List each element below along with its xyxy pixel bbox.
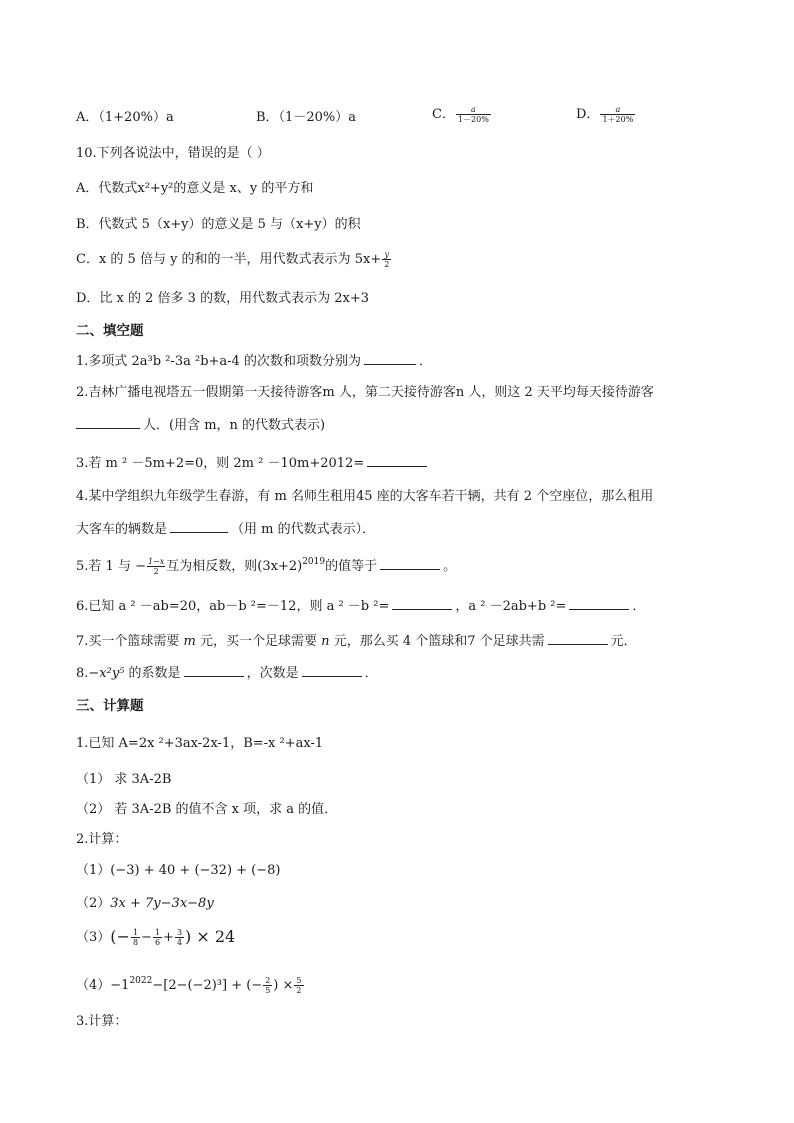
fill-q5 xyxy=(76,553,456,576)
fill-q5-exponent: 2019 xyxy=(302,557,326,567)
frac-den: 2 xyxy=(384,260,390,269)
answer-blank[interactable] xyxy=(548,632,608,645)
calc-q1-part1: （1） 求 3A-2B xyxy=(76,772,172,787)
calc-q2-part3-label: （3） xyxy=(76,930,111,945)
q10-a-suffix: 的意义是 x、y 的平方和 xyxy=(173,181,314,196)
frac-num: 1 xyxy=(132,928,139,937)
answer-blank[interactable] xyxy=(76,416,140,429)
q10-option-a xyxy=(76,180,313,198)
section-3-title: 三、计算题 xyxy=(76,698,144,714)
fill-q2-text: 人．(用含 m，n 的代数式表示) xyxy=(143,418,326,433)
fill-q7-var-m: m xyxy=(183,634,196,649)
q9-option-b: B．（1－20%）a xyxy=(256,110,356,125)
q10-option-d: D．比 x 的 2 倍多 3 的数，用代数式表示为 2x+3 xyxy=(76,291,369,306)
frac-num: 1−x xyxy=(147,557,165,566)
fraction xyxy=(294,976,303,995)
frac-num: 2 xyxy=(265,976,271,985)
frac-den: 6 xyxy=(154,938,161,947)
q9-option-d xyxy=(576,105,636,124)
fill-q4-line2 xyxy=(76,520,375,539)
q9-option-c-fraction xyxy=(456,105,491,124)
fill-q5-text-mid: 互为相反数，则(3x+2) xyxy=(166,559,303,574)
calc-q1: 1.已知 A=2x ²+3ax-2x-1，B=-x ²+ax-1 xyxy=(76,736,324,751)
calc-q3: 3.计算： xyxy=(76,1014,128,1029)
fraction xyxy=(175,928,184,947)
calc-q2-part1 xyxy=(76,862,281,880)
fill-q6-end: ． xyxy=(632,599,646,614)
frac-num: 1 xyxy=(154,928,161,937)
frac-num: y xyxy=(384,250,389,259)
answer-blank[interactable] xyxy=(569,597,629,610)
fill-q8-num: 8. xyxy=(76,666,89,681)
q10-c-fraction xyxy=(382,250,391,269)
fill-q2-line1: 2.吉林广播电视塔五一假期第一天接待游客m 人，第二天接待游客n 人，则这 2 天平均每天接待游客 xyxy=(76,385,654,400)
frac-den: 5 xyxy=(265,986,271,995)
q10-stem: 10.下列各说法中，错误的是（ ） xyxy=(76,146,270,161)
calc-q2-part4-op: ) × xyxy=(273,978,294,993)
calc-q2-part2 xyxy=(76,895,214,913)
q9-option-d-fraction xyxy=(600,105,635,124)
fill-q7-text: 7.买一个篮球需要 xyxy=(76,634,180,649)
frac-num: a xyxy=(471,105,476,114)
frac-num: 5 xyxy=(296,976,302,985)
fill-q4-text: 大客车的辆数是 xyxy=(76,522,168,537)
fill-q7-end: 元． xyxy=(610,634,637,649)
q10-c-text: C．x 的 5 倍与 y 的和的一半，用代数式表示为 5x+ xyxy=(76,252,382,267)
frac-den: 1＋20% xyxy=(602,115,634,124)
fill-q7-text-mid: 元，买一个足球需要 xyxy=(200,634,318,649)
calc-q2-part3-close: ) × 24 xyxy=(185,927,236,946)
fill-q5-fraction xyxy=(147,557,165,576)
frac-den: 4 xyxy=(176,938,183,947)
calc-q2: 2.计算： xyxy=(76,832,128,847)
calc-q2-part2-label: （2） xyxy=(76,896,111,911)
fill-q8-text: 的系数是 xyxy=(128,666,181,681)
q10-option-c xyxy=(76,250,392,269)
calc-q1-part2: （2） 若 3A-2B 的值不含 x 项，求 a 的值． xyxy=(76,802,338,817)
fill-q5-text: 5.若 1 与 − xyxy=(76,559,146,574)
fill-q5-text-tail: 的值等于 xyxy=(325,559,378,574)
fill-q4-line1: 4.某中学组织九年级学生春游，有 m 名师生租用45 座的大客车若干辆，共有 2 个空座位，那么租用 xyxy=(76,489,654,504)
fill-q8 xyxy=(76,664,378,683)
answer-blank[interactable] xyxy=(367,454,427,467)
fraction xyxy=(153,928,162,947)
frac-num: 3 xyxy=(176,928,183,937)
operator: − xyxy=(141,930,152,945)
fill-q7 xyxy=(76,632,637,651)
q10-a-expression: x²+y² xyxy=(137,181,174,196)
q9-option-d-label: D． xyxy=(576,107,600,122)
answer-blank[interactable] xyxy=(170,520,228,533)
fill-q5-end: 。 xyxy=(443,559,457,574)
answer-blank[interactable] xyxy=(302,664,362,677)
fill-q6 xyxy=(76,597,645,616)
operator: + xyxy=(163,930,174,945)
fraction xyxy=(263,976,272,995)
fraction xyxy=(131,928,140,947)
calc-q2-part2-expression: 3x + 7y−3x−8y xyxy=(110,896,214,911)
fill-q7-text-tail: 元，那么买 4 个篮球和7 个足球共需 xyxy=(333,634,545,649)
fill-q4-text-end: （用 m 的代数式表示）． xyxy=(231,522,376,537)
answer-blank[interactable] xyxy=(184,664,244,677)
calc-q2-part1-label: （1） xyxy=(76,863,111,878)
fill-q3 xyxy=(76,454,430,473)
calc-q2-part4 xyxy=(76,972,305,995)
fill-q3-text: 3.若 m ² －5m+2=0，则 2m ² －10m+2012= xyxy=(76,456,365,471)
fill-q1-end: ． xyxy=(418,354,432,369)
q9-option-c xyxy=(432,105,492,124)
calc-q2-part3-open: (− xyxy=(110,927,130,946)
answer-blank[interactable] xyxy=(392,597,452,610)
fill-q6-text: 6.已知 a ² －ab=20，ab－b ²=－12，则 a ² －b ²= xyxy=(76,599,390,614)
q9-option-a: A．（1+20%）a xyxy=(76,110,174,125)
q10-a-prefix: A．代数式 xyxy=(76,181,138,196)
frac-den: 2 xyxy=(296,986,302,995)
section-2-title: 二、填空题 xyxy=(76,323,144,339)
fill-q1-text: 1.多项式 2a³b ²-3a ²b+a-4 的次数和项数分别为 xyxy=(76,354,361,369)
fill-q6-text-mid: ，a ² －2ab+b ²= xyxy=(455,599,567,614)
frac-num: a xyxy=(615,105,621,114)
q10-option-b: B．代数式 5（x+y）的意义是 5 与（x+y）的积 xyxy=(76,217,361,232)
calc-q2-part4-term: −1 xyxy=(110,978,130,993)
fill-q1 xyxy=(76,352,432,371)
calc-q2-part1-expression: (−3) + 40 + (−32) + (−8) xyxy=(110,863,281,878)
answer-blank[interactable] xyxy=(380,557,440,570)
fill-q8-end: ． xyxy=(364,666,378,681)
frac-den: 2 xyxy=(147,566,165,576)
calc-q2-part3 xyxy=(76,928,235,947)
q9-option-c-label: C． xyxy=(432,107,455,122)
calc-q2-part4-label: （4） xyxy=(76,978,111,993)
frac-den: 8 xyxy=(132,938,139,947)
calc-q2-part4-expression: −[2−(−2)³] + (− xyxy=(152,978,263,993)
fill-q7-var-n: n xyxy=(321,634,330,649)
fill-q8-expression: −x²y⁵ xyxy=(88,666,125,681)
calc-q2-part4-exponent: 2022 xyxy=(129,976,153,986)
fill-q8-text-mid: ，次数是 xyxy=(246,666,299,681)
answer-blank[interactable] xyxy=(364,352,416,365)
frac-den: 1－20% xyxy=(457,115,489,124)
fill-q2-line2 xyxy=(76,416,325,435)
